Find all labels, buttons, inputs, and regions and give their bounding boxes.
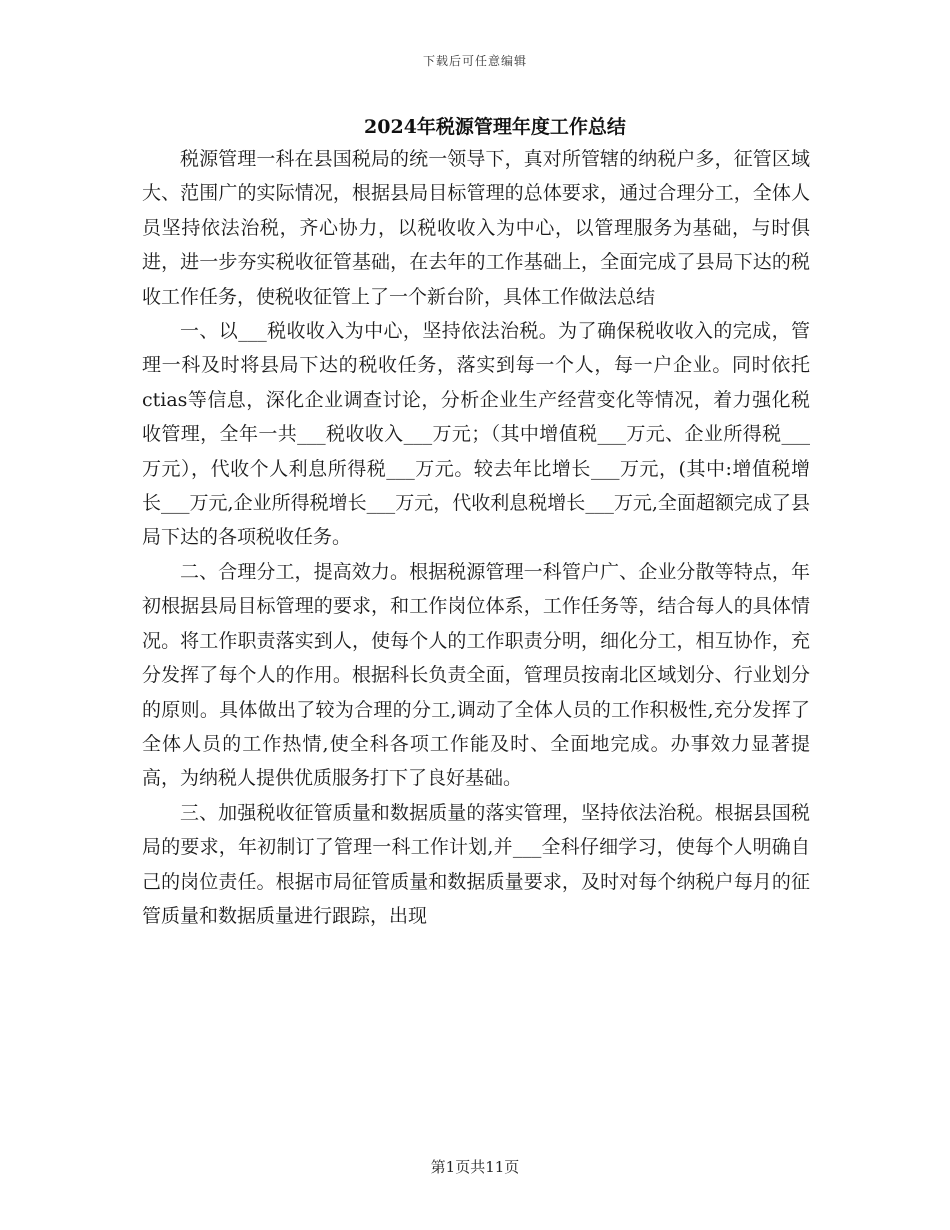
- paragraph-intro: 税源管理一科在县国税局的统一领导下，真对所管辖的纳税户多，征管区域大、范围广的实际情况，根据县局目标管理的总体要求，通过合理分工，全体人员坚持依法治税，齐心协力，以税收收入为中心，以管理服务为基础，与时俱进，进一步夯实税收征管基础，在去年的工作基础上，全面完成了县局下达的税收工作任务，使税收征管上了一个新台阶，具体工作做法总结: [142, 148, 810, 308]
- document-title: 2024年税源管理年度工作总结: [364, 116, 626, 138]
- paragraph-section-3: 三、加强税收征管质量和数据质量的落实管理，坚持依法治税。根据县国税局的要求，年初制订了管理一科工作计划,并___全科仔细学习，使每个人明确自己的岗位责任。根据市局征管质量和数据质量要求，及时对每个纳税户每月的征管质量和数据质量进行跟踪，出现: [142, 801, 810, 927]
- paragraph-section-2: 二、合理分工，提高效力。根据税源管理一科管户广、企业分散等特点，年初根据县局目标管理的要求，和工作岗位体系，工作任务等，结合每人的具体情况。将工作职责落实到人，使每个人的工作职责分明，细化分工，相互协作，充分发挥了每个人的作用。根据科长负责全面，管理员按南北区域划分、行业划分的原则。具体做出了较为合理的分工,调动了全体人员的工作积极性,充分发挥了全体人员的工作热情,使全科各项工作能及时、全面地完成。办事效力显著提高，为纳税人提供优质服务打下了良好基础。: [142, 560, 810, 790]
- page-footer: 第1页共11页: [430, 1158, 520, 1176]
- header-note: 下载后可任意编辑: [422, 54, 527, 68]
- document-body: [142, 142, 810, 933]
- paragraph-section-1: 一、以___税收收入为中心，坚持依法治税。为了确保税收收入的完成，管理一科及时将县局下达的税收任务，落实到每一个人，每一户企业。同时依托ctias等信息，深化企业调查讨论，分析企业生产经营变化等情况，着力强化税收管理，全年一共___税收收入___万元；（其中增值税___万元、企业所得税___万元），代收个人利息所得税___万元。较去年比增长___万元，(其中:增值税增长___万元,企业所得税增长___万元，代收利息税增长___万元,全面超额完成了县局下达的各项税收任务。: [142, 320, 810, 549]
